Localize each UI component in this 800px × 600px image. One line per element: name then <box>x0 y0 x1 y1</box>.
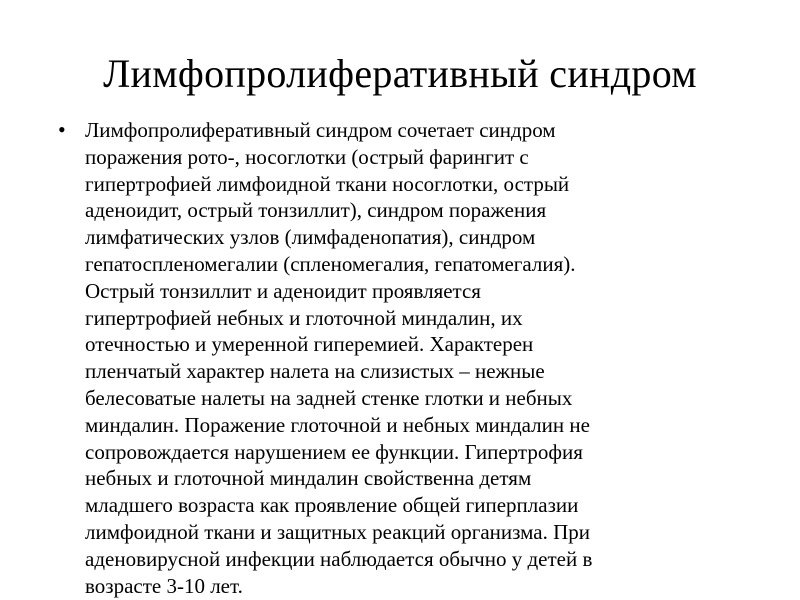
body-text-line: белесоватые налеты на задней стенке глотки и небных <box>85 385 573 410</box>
body-text-line: отечностью и умеренной гиперемией. Характерен <box>85 332 534 357</box>
body-text-line: небных и глоточной миндалин свойственна детям <box>85 466 532 491</box>
body-text-line: аденовирусной инфекции наблюдается обычно у детей в <box>85 546 593 571</box>
body-text-line: возрасте 3-10 лет. <box>85 573 243 598</box>
body-text-line: сопровождается нарушением ее функции. Гипертрофия <box>85 439 583 464</box>
bullet-marker: • <box>58 117 66 142</box>
bullet-text <box>85 117 748 599</box>
body-text-line: пленчатый характер налета на слизистых – нежные <box>85 359 545 384</box>
body-text-line: Лимфопролиферативный синдром сочетает синдром <box>85 118 556 142</box>
bullet-item <box>58 117 748 599</box>
body-text-line: гепатоспленомегалии (спленомегалия, гепатомегалия). <box>85 251 576 276</box>
body-text-line: гипертрофией лимфоидной ткани носоглотки, острый <box>85 171 570 196</box>
body-text-line: гипертрофией небных и глоточной миндалин, их <box>85 305 523 330</box>
body-text-line: Острый тонзиллит и аденоидит проявляется <box>85 278 481 303</box>
body-text-line: лимфатических узлов (лимфаденопатия), синдром <box>85 225 536 250</box>
body-text-line: аденоидит, острый тонзиллит), синдром поражения <box>85 198 547 223</box>
slide-title: Лимфопролиферативный синдром <box>103 51 697 96</box>
bullet-list <box>58 117 748 599</box>
body-text-line: поражения рото-, носоглотки (острый фарингит с <box>85 144 529 169</box>
body-text-line: младшего возраста как проявление общей гиперплазии <box>85 493 579 518</box>
body-text-line: миндалин. Поражение глоточной и небных миндалин не <box>85 412 590 437</box>
body-text-line: лимфоидной ткани и защитных реакций организма. При <box>85 519 591 544</box>
